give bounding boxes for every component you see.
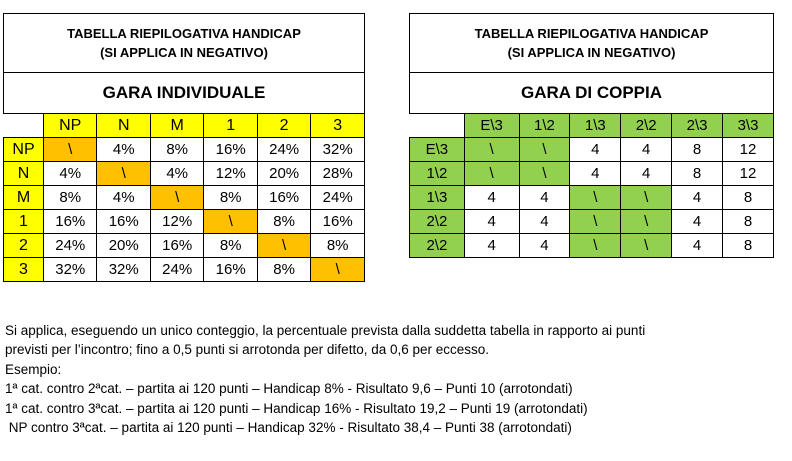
- col-header: 2: [257, 114, 310, 138]
- row-header: NP: [4, 138, 44, 162]
- table-row: [410, 234, 774, 258]
- table-cell: \: [44, 138, 97, 162]
- table-cell: 4: [464, 210, 519, 234]
- col-header: NP: [44, 114, 97, 138]
- table-cell: \: [570, 186, 621, 210]
- notes-line: NP contro 3ªcat. – partita ai 120 punti – Handicap 32% - Risultato 38,4 – Punti 38 (arrotondati): [5, 420, 572, 436]
- table-cell: 20%: [97, 234, 150, 258]
- table-cell: \: [519, 162, 570, 186]
- table-cell: 16%: [204, 138, 257, 162]
- table-cell: 8%: [311, 234, 365, 258]
- table-cell: 8: [672, 162, 723, 186]
- table-row: [410, 162, 774, 186]
- table-cell: 4: [570, 138, 621, 162]
- table-cell: 4: [672, 186, 723, 210]
- table-cell: 8%: [257, 258, 310, 282]
- col-header: 2\2: [621, 114, 672, 138]
- table-cell: 4%: [150, 162, 203, 186]
- table-cell: 8%: [204, 234, 257, 258]
- row-header: 1: [4, 210, 44, 234]
- table-cell: 16%: [311, 210, 365, 234]
- notes-line: Esempio:: [5, 361, 62, 377]
- table-cell: 4: [464, 186, 519, 210]
- table-cell: 4%: [97, 138, 150, 162]
- col-header: 3: [311, 114, 365, 138]
- table-cell: \: [257, 234, 310, 258]
- table-cell: 4: [672, 210, 723, 234]
- individual-subtitle: GARA INDIVIDUALE: [4, 73, 365, 114]
- table-cell: \: [570, 234, 621, 258]
- col-header: 2\3: [672, 114, 723, 138]
- table-cell: 12: [723, 138, 774, 162]
- row-header: 3: [4, 258, 44, 282]
- table-cell: \: [519, 138, 570, 162]
- row-header: 2: [4, 234, 44, 258]
- row-header: E\3: [410, 138, 465, 162]
- table-cell: 8: [723, 210, 774, 234]
- table-cell: 8: [672, 138, 723, 162]
- table-cell: 28%: [311, 162, 365, 186]
- table-cell: 20%: [257, 162, 310, 186]
- table-cell: 16%: [150, 234, 203, 258]
- table-cell: 16%: [204, 258, 257, 282]
- col-header: N: [97, 114, 150, 138]
- row-header: 1\3: [410, 186, 465, 210]
- col-header: 1\2: [519, 114, 570, 138]
- table-cell: 12: [723, 162, 774, 186]
- table-cell: \: [150, 186, 203, 210]
- couple-table-title: [410, 14, 774, 73]
- table-cell: 4%: [44, 162, 97, 186]
- table-cell: 8%: [257, 210, 310, 234]
- col-header: 1\3: [570, 114, 621, 138]
- table-row: [4, 162, 365, 186]
- notes-text: [5, 321, 645, 437]
- table-cell: 12%: [150, 210, 203, 234]
- corner-cell: [4, 114, 44, 138]
- table-cell: \: [621, 234, 672, 258]
- table-cell: 4: [621, 162, 672, 186]
- table-cell: 24%: [150, 258, 203, 282]
- couple-handicap-table: [409, 13, 774, 258]
- table-cell: \: [464, 162, 519, 186]
- table-row: [4, 210, 365, 234]
- table-cell: 16%: [97, 210, 150, 234]
- corner-cell: [410, 114, 465, 138]
- couple-header-row: [410, 114, 774, 138]
- individual-header-row: [4, 114, 365, 138]
- table-cell: 24%: [257, 138, 310, 162]
- table-cell: 24%: [311, 186, 365, 210]
- row-header: 1\2: [410, 162, 465, 186]
- col-header: M: [150, 114, 203, 138]
- table-row: [4, 186, 365, 210]
- individual-table-title: [4, 14, 365, 73]
- table-row: [4, 138, 365, 162]
- table-cell: \: [97, 162, 150, 186]
- table-cell: 4: [570, 162, 621, 186]
- table-cell: 4: [519, 210, 570, 234]
- col-header: 1: [204, 114, 257, 138]
- table-cell: 16%: [44, 210, 97, 234]
- table-cell: 4: [464, 234, 519, 258]
- table-cell: 8: [723, 234, 774, 258]
- table-row: [4, 258, 365, 282]
- notes-line: 1ª cat. contro 2ªcat. – partita ai 120 punti – Handicap 8% - Risultato 9,6 – Punti 10 (arrotondati): [5, 381, 573, 397]
- table-cell: 4: [519, 186, 570, 210]
- notes-line: 1ª cat. contro 3ªcat. – partita ai 120 punti – Handicap 16% - Risultato 19,2 – Punti 19 (arrotondati): [5, 400, 588, 416]
- table-cell: \: [621, 186, 672, 210]
- table-cell: \: [621, 210, 672, 234]
- table-cell: \: [570, 210, 621, 234]
- table-cell: 8%: [44, 186, 97, 210]
- couple-title-line1: TABELLA RIEPILOGATIVA HANDICAP: [474, 26, 709, 41]
- couple-subtitle: GARA DI COPPIA: [410, 73, 774, 114]
- table-cell: 8: [723, 186, 774, 210]
- table-cell: 8%: [150, 138, 203, 162]
- row-header: 2\2: [410, 234, 465, 258]
- individual-title-line1: TABELLA RIEPILOGATIVA HANDICAP: [67, 26, 301, 41]
- table-row: [410, 210, 774, 234]
- col-header: E\3: [464, 114, 519, 138]
- individual-handicap-table: [3, 13, 365, 282]
- table-cell: \: [464, 138, 519, 162]
- table-cell: 4: [519, 234, 570, 258]
- row-header: N: [4, 162, 44, 186]
- table-cell: 16%: [257, 186, 310, 210]
- table-cell: 24%: [44, 234, 97, 258]
- table-cell: \: [204, 210, 257, 234]
- table-row: [410, 186, 774, 210]
- table-cell: 4: [672, 234, 723, 258]
- table-row: [410, 138, 774, 162]
- table-cell: 32%: [97, 258, 150, 282]
- notes-line: Si applica, eseguendo un unico conteggio, la percentuale prevista dalla suddetta tabella in rapporto ai punti: [5, 323, 646, 338]
- table-cell: 8%: [204, 186, 257, 210]
- table-cell: 12%: [204, 162, 257, 186]
- table-cell: 32%: [44, 258, 97, 282]
- table-cell: 4%: [97, 186, 150, 210]
- row-header: 2\2: [410, 210, 465, 234]
- table-cell: 32%: [311, 138, 365, 162]
- individual-title-line2: (SI APPLICA IN NEGATIVO): [100, 45, 268, 60]
- table-row: [4, 234, 365, 258]
- couple-title-line2: (SI APPLICA IN NEGATIVO): [507, 45, 676, 60]
- notes-line: previsti per l’incontro; fino a 0,5 punti si arrotonda per difetto, da 0,6 per eccesso.: [5, 342, 490, 358]
- table-cell: 4: [621, 138, 672, 162]
- col-header: 3\3: [723, 114, 774, 138]
- table-cell: \: [311, 258, 365, 282]
- row-header: M: [4, 186, 44, 210]
